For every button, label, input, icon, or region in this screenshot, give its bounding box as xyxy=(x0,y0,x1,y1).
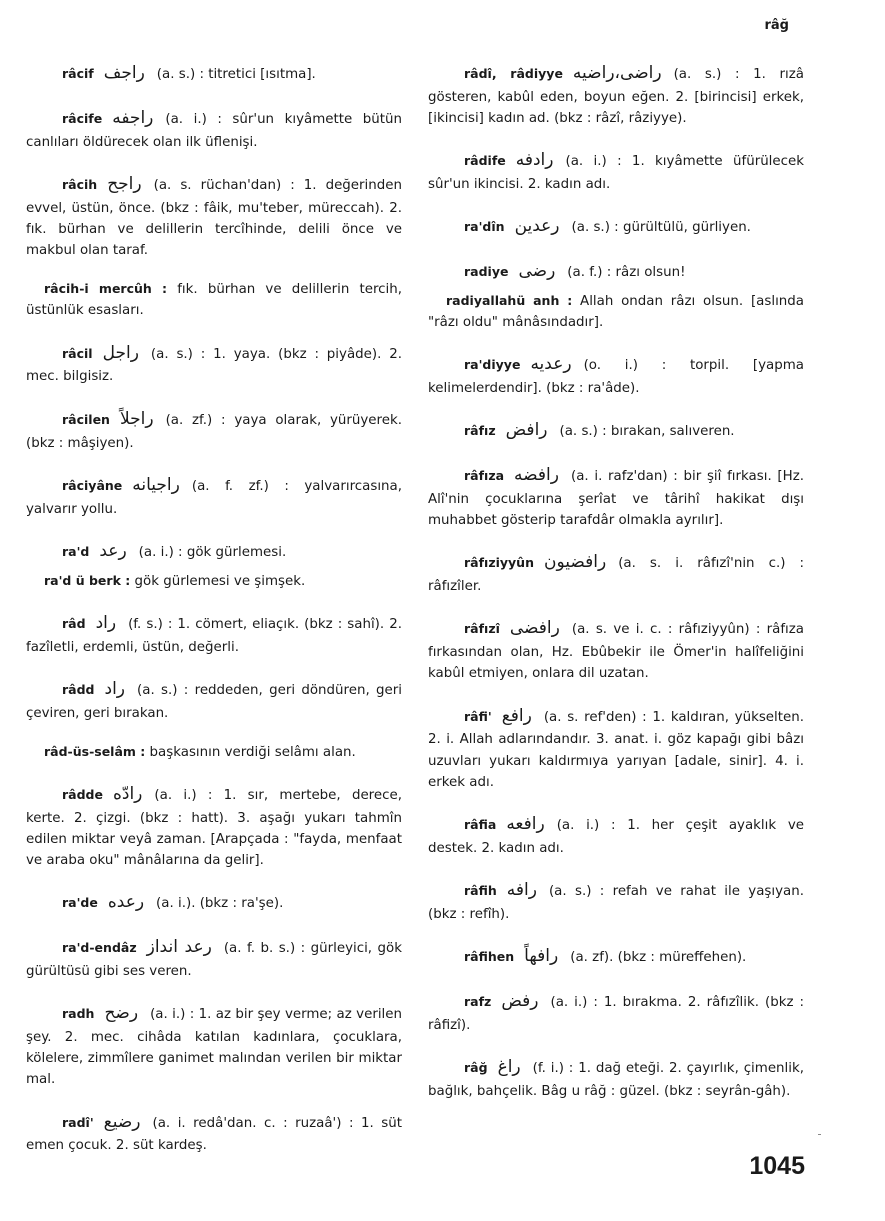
headword: râcil xyxy=(62,345,93,361)
headword: râfız xyxy=(464,423,496,439)
arabic-script: رافهاً xyxy=(524,946,559,967)
dictionary-entry xyxy=(428,615,804,684)
arabic-script: رعد انداز xyxy=(146,937,212,958)
definition: (o. i.) : torpil. [yapma kelimelerdendir]. (bkz : ra'âde). xyxy=(428,358,804,397)
definition: Allah ondan râzı olsun. [aslında "râzı oldu" mânâsındadır]. xyxy=(428,293,804,331)
definition: (a. i. rafz'dan) : bir şiî fırkası. [Hz. Alî'nin çocuklarına şerîat ve târihî hakikat dışı muhabbet gösterip tarafdâr olmakla ayrılır]. xyxy=(428,469,804,529)
definition: (a. s. ref'den) : 1. kaldıran, yükselten. 2. i. Allah adlarındandır. 3. anat. i. göz kapağı gibi bâzı uzuvları yukarı kaldırmıya yarıyan [adale, sinir]. 4. i. erkek adı. xyxy=(428,709,804,790)
definition: (a. s.) : 1. yaya. (bkz : piyâde). 2. mec. bilgisiz. xyxy=(26,346,402,385)
definition: (a. i.) : gök gürlemesi. xyxy=(138,544,287,560)
headword: râcih-i mercûh : xyxy=(44,281,168,297)
definition: (f. i.) : 1. dağ eteği. 2. çayırlık, çimenlik, bağlık, bahçelik. Bâg u râğ : güzel. (bkz : seyrân-gâh). xyxy=(428,1060,804,1099)
headword: râfih xyxy=(464,883,497,899)
arabic-script: رعد xyxy=(99,540,127,561)
headword: râciyâne xyxy=(62,477,123,493)
guide-word: râğ xyxy=(764,18,789,33)
arabic-script: رضيع xyxy=(103,1111,141,1132)
definition: (a. s. i. râfızî'nin c.) : râfızîler. xyxy=(428,556,804,595)
definition: (a. i.) : 1. her çeşit ayaklık ve destek. 2. kadın adı. xyxy=(428,818,804,856)
definition: (a. i.) : 1. az bir şey verme; az verilen şey. 2. mec. cihâda katılan kadınlara, çocuklara, kölelere, zimmîlere ganimet malından verilen bir miktar mal. xyxy=(26,1007,402,1088)
definition: (a. f. b. s.) : gürleyici, gök gürültüsü gibi ses veren. xyxy=(26,941,402,980)
headword: ra'd xyxy=(62,543,90,559)
dictionary-entry xyxy=(26,340,402,388)
arabic-script: رادّه xyxy=(112,783,143,804)
definition: (a. s. ve i. c. : râfıziyyûn) : râfıza fırkasından olan, Hz. Ebûbekir ile Ömer'in halîfeliğini kabûl etmiyen, onlara dil uzatan. xyxy=(428,622,804,682)
definition: fık. bürhan ve delillerin tercih, üstünlük esasları. xyxy=(26,282,402,319)
dictionary-entry xyxy=(428,549,804,597)
dictionary-entry xyxy=(428,877,804,925)
arabic-script: رافضيون xyxy=(543,552,607,573)
dictionary-entry xyxy=(26,934,402,982)
headword: râfıziyyûn xyxy=(464,555,534,571)
dictionary-entry xyxy=(26,742,402,763)
dictionary-entry xyxy=(428,291,804,333)
headword: râdife xyxy=(464,153,506,169)
definition: gök gürlemesi ve şimşek. xyxy=(134,573,306,589)
arabic-script: رافعه xyxy=(506,814,545,834)
definition: (a. i.) : 1. kıyâmette üfürülecek sûr'un ikincisi. 2. kadın adı. xyxy=(428,154,804,193)
definition: (a. i.) : 1. bırakma. 2. râfızîlik. (bkz : râfizî). xyxy=(428,994,804,1033)
dictionary-entry xyxy=(428,703,804,793)
print-mark xyxy=(818,1134,821,1135)
headword: râdde xyxy=(62,786,103,802)
headword: ra'd ü berk : xyxy=(44,572,131,588)
definition: (a. i.) : sûr'un kıyâmette bütün canlıları öldürecek olan ilk üflenişi. xyxy=(26,111,402,150)
arabic-script: راد xyxy=(95,612,117,633)
headword: râd-üs-selâm : xyxy=(44,743,146,759)
dictionary-entry xyxy=(26,1000,402,1090)
arabic-script: رافض xyxy=(505,420,548,441)
headword: ra'diyye xyxy=(464,357,521,373)
headword: râcih xyxy=(62,176,98,192)
headword: radiyallahü anh : xyxy=(446,292,573,308)
definition: (a. s.) : reddeden, geri döndüren, geri çeviren, geri bırakan. xyxy=(26,682,402,721)
definition: (a. i.) : 1. sır, mertebe, derece, kerte. 2. çizgi. (bkz : hatt). 3. aşağı yukarı tahmîn edilen miktar veyâ zaman. [Arapçada : "fayda, menfaat ve araba oku" mânâlarına da gelir]. xyxy=(26,787,402,869)
definition: (a. f. zf.) : yalvarırcasına, yalvarır yollu. xyxy=(26,478,402,517)
definition: (a. s.) : 1. rızâ gösteren, kabûl eden, boyun eğen. 2. [birincisi] erkek, [ikincisi] kadın ad. (bkz : râzî, râziyye). xyxy=(428,67,804,127)
headword: radiye xyxy=(464,264,509,280)
dictionary-entry xyxy=(26,571,402,592)
arabic-script: راجف xyxy=(103,63,145,83)
definition: başkasının verdiği selâmı alan. xyxy=(149,744,356,760)
definition: (a. zf.) : yaya olarak, yürüyerek. (bkz : mâşiyen). xyxy=(26,412,402,451)
dictionary-entry xyxy=(26,889,402,916)
dictionary-entry xyxy=(26,105,402,153)
arabic-script: رعدين xyxy=(514,216,560,237)
headword: râfi' xyxy=(464,708,492,724)
definition: (a. s. rüchan'dan) : 1. değerinden evvel, üstün, önce. (bkz : fâik, mu'teber, müreccah). 2. fık. bürhan ve delillerin tercîhinde, delili önce ve makbul olan taraf. xyxy=(26,177,402,259)
arabic-script: رافضه xyxy=(514,465,559,486)
left-column xyxy=(26,60,402,1175)
arabic-script: رافضى xyxy=(509,618,560,639)
arabic-script: راضى،راضيه xyxy=(572,63,662,83)
definition: (a. f.) : râzı olsun! xyxy=(567,265,686,281)
headword: râcilen xyxy=(62,411,110,427)
definition: (f. s.) : 1. cömert, eliaçık. (bkz : sahî). 2. fazîletli, erdemli, üstün, değerli. xyxy=(26,616,402,655)
dictionary-entry xyxy=(428,943,804,970)
dictionary-entry xyxy=(428,811,804,859)
definition: (a. s.) : titretici [ısıtma]. xyxy=(156,67,316,82)
definition: (a. s.) : gürültülü, gürliyen. xyxy=(571,220,751,236)
dictionary-entry xyxy=(428,351,804,399)
arabic-script: رافه xyxy=(506,880,537,901)
headword: ra'de xyxy=(62,895,98,911)
arabic-script: رافع xyxy=(501,705,532,726)
definition: (a. i. redâ'dan. c. : ruzaâ') : 1. süt emen çocuk. 2. süt kardeş. xyxy=(26,1115,402,1154)
dictionary-entry xyxy=(428,1054,804,1102)
headword: râfihen xyxy=(464,949,515,965)
headword: ra'd-endâz xyxy=(62,940,137,956)
dictionary-entry xyxy=(428,213,804,240)
headword: radh xyxy=(62,1006,95,1022)
dictionary-entry xyxy=(26,472,402,520)
arabic-script: راجل xyxy=(102,342,139,363)
arabic-script: راجيانه xyxy=(132,474,180,495)
dictionary-entry xyxy=(428,258,804,285)
headword: râdî, râdiyye xyxy=(464,66,563,81)
arabic-script: راجفه xyxy=(112,107,154,128)
arabic-script: رعده xyxy=(107,892,145,913)
dictionary-entry xyxy=(26,781,402,871)
arabic-script: رضى xyxy=(518,261,556,282)
headword: ra'dîn xyxy=(464,219,505,235)
dictionary-entry xyxy=(26,60,402,87)
headword: râfızî xyxy=(464,621,500,637)
dictionary-entry xyxy=(26,171,402,261)
arabic-script: راجلاً xyxy=(119,408,154,429)
headword: râd xyxy=(62,615,86,631)
arabic-script: راغ xyxy=(497,1056,521,1077)
dictionary-entry xyxy=(26,538,402,565)
dictionary-entry xyxy=(428,417,804,444)
dictionary-entry xyxy=(26,279,402,321)
headword: râfia xyxy=(464,817,497,832)
dictionary-entry xyxy=(428,60,804,129)
definition: (a. s.) : refah ve rahat ile yaşıyan. (bkz : refîh). xyxy=(428,884,804,922)
right-column xyxy=(428,60,804,1120)
arabic-script: رادفه xyxy=(515,150,554,171)
headword: râcif xyxy=(62,66,94,81)
dictionary-entry xyxy=(26,610,402,658)
dictionary-entry xyxy=(26,1109,402,1157)
definition: (a. zf). (bkz : müreffehen). xyxy=(570,950,747,966)
arabic-script: رضح xyxy=(104,1003,139,1024)
arabic-script: رفض xyxy=(501,990,539,1011)
arabic-script: راد xyxy=(104,678,126,699)
headword: râğ xyxy=(464,1059,488,1075)
headword: radî' xyxy=(62,1114,94,1130)
headword: râfıza xyxy=(464,468,505,484)
arabic-script: راجح xyxy=(107,173,142,194)
dictionary-entry xyxy=(428,462,804,531)
headword: rafz xyxy=(464,993,492,1009)
headword: râcife xyxy=(62,110,103,126)
dictionary-entry xyxy=(26,406,402,454)
dictionary-entry xyxy=(428,988,804,1036)
dictionary-entry xyxy=(428,147,804,195)
dictionary-entry xyxy=(26,676,402,724)
definition: (a. i.). (bkz : ra'şe). xyxy=(156,896,284,912)
definition: (a. s.) : bırakan, salıveren. xyxy=(559,424,735,440)
page-number: 1045 xyxy=(749,1152,805,1180)
arabic-script: رعديه xyxy=(530,354,572,375)
headword: râdd xyxy=(62,681,95,697)
